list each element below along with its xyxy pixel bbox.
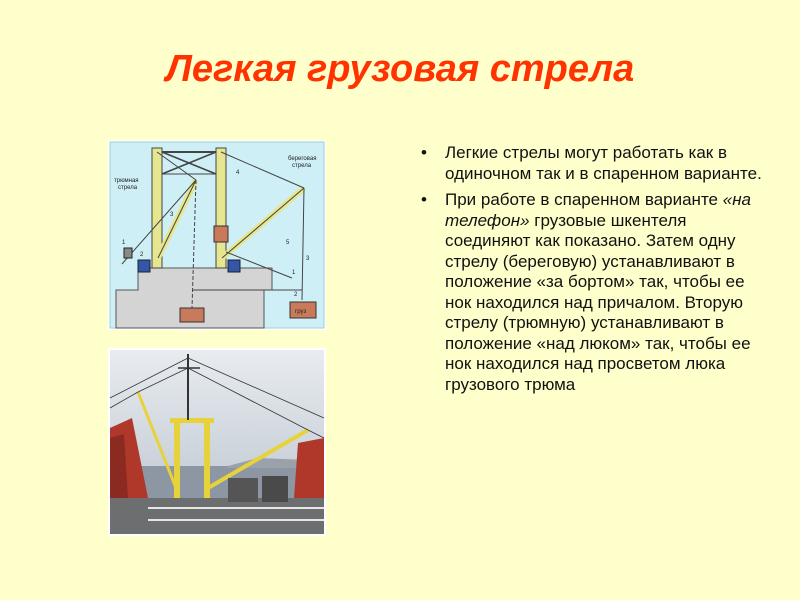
- num-3b: 3: [306, 256, 310, 262]
- bullet-2-text-start: При работе в спаренном варианте: [445, 190, 723, 209]
- num-1b: 1: [292, 270, 296, 276]
- label-shore-boom-2: стрела: [292, 163, 312, 169]
- bullet-dot: •: [421, 190, 427, 209]
- bullet-item-1: [418, 143, 763, 184]
- boom-diagram: [108, 140, 326, 330]
- bullet-2-emphasis: «на телефон»: [445, 190, 751, 230]
- slide-title: Легкая грузовая стрела: [165, 48, 635, 90]
- bullet-dot: •: [421, 143, 427, 162]
- num-1: 1: [122, 240, 126, 246]
- label-shore-boom-1: береговая: [288, 156, 317, 162]
- bullet-1-text: Легкие стрелы могут работать как в одиночном так и в спаренном варианте.: [445, 143, 762, 183]
- bullet-item-2: [418, 190, 763, 395]
- num-2: 2: [140, 252, 144, 258]
- right-post: [216, 148, 226, 268]
- label-hold-boom-2: стрела: [118, 185, 138, 191]
- ship-boom-photo-drawing: [108, 348, 326, 536]
- bullet-list: [418, 143, 763, 401]
- num-4: 4: [236, 170, 240, 176]
- label-hold-boom-1: трюмная: [114, 178, 139, 184]
- boom-diagram-drawing: [108, 140, 326, 330]
- num-5: 5: [286, 240, 290, 246]
- num-3: 3: [170, 212, 174, 218]
- ship-boom-photo: [108, 348, 326, 536]
- bullet-2-text-end: грузовые шкентеля соединяют как показано. Затем одну стрелу (береговую) устанавливают в положение «за бортом» так, чтобы ее нок находился над причалом. Вторую стрелу (трюмную) устанавливают в положение «над люком» так, чтобы ее нок находился над просветом люка грузового трюма: [445, 210, 751, 394]
- label-cargo: груз: [295, 309, 307, 315]
- num-2b: 2: [294, 292, 298, 298]
- cargo-in-hold: [180, 308, 204, 322]
